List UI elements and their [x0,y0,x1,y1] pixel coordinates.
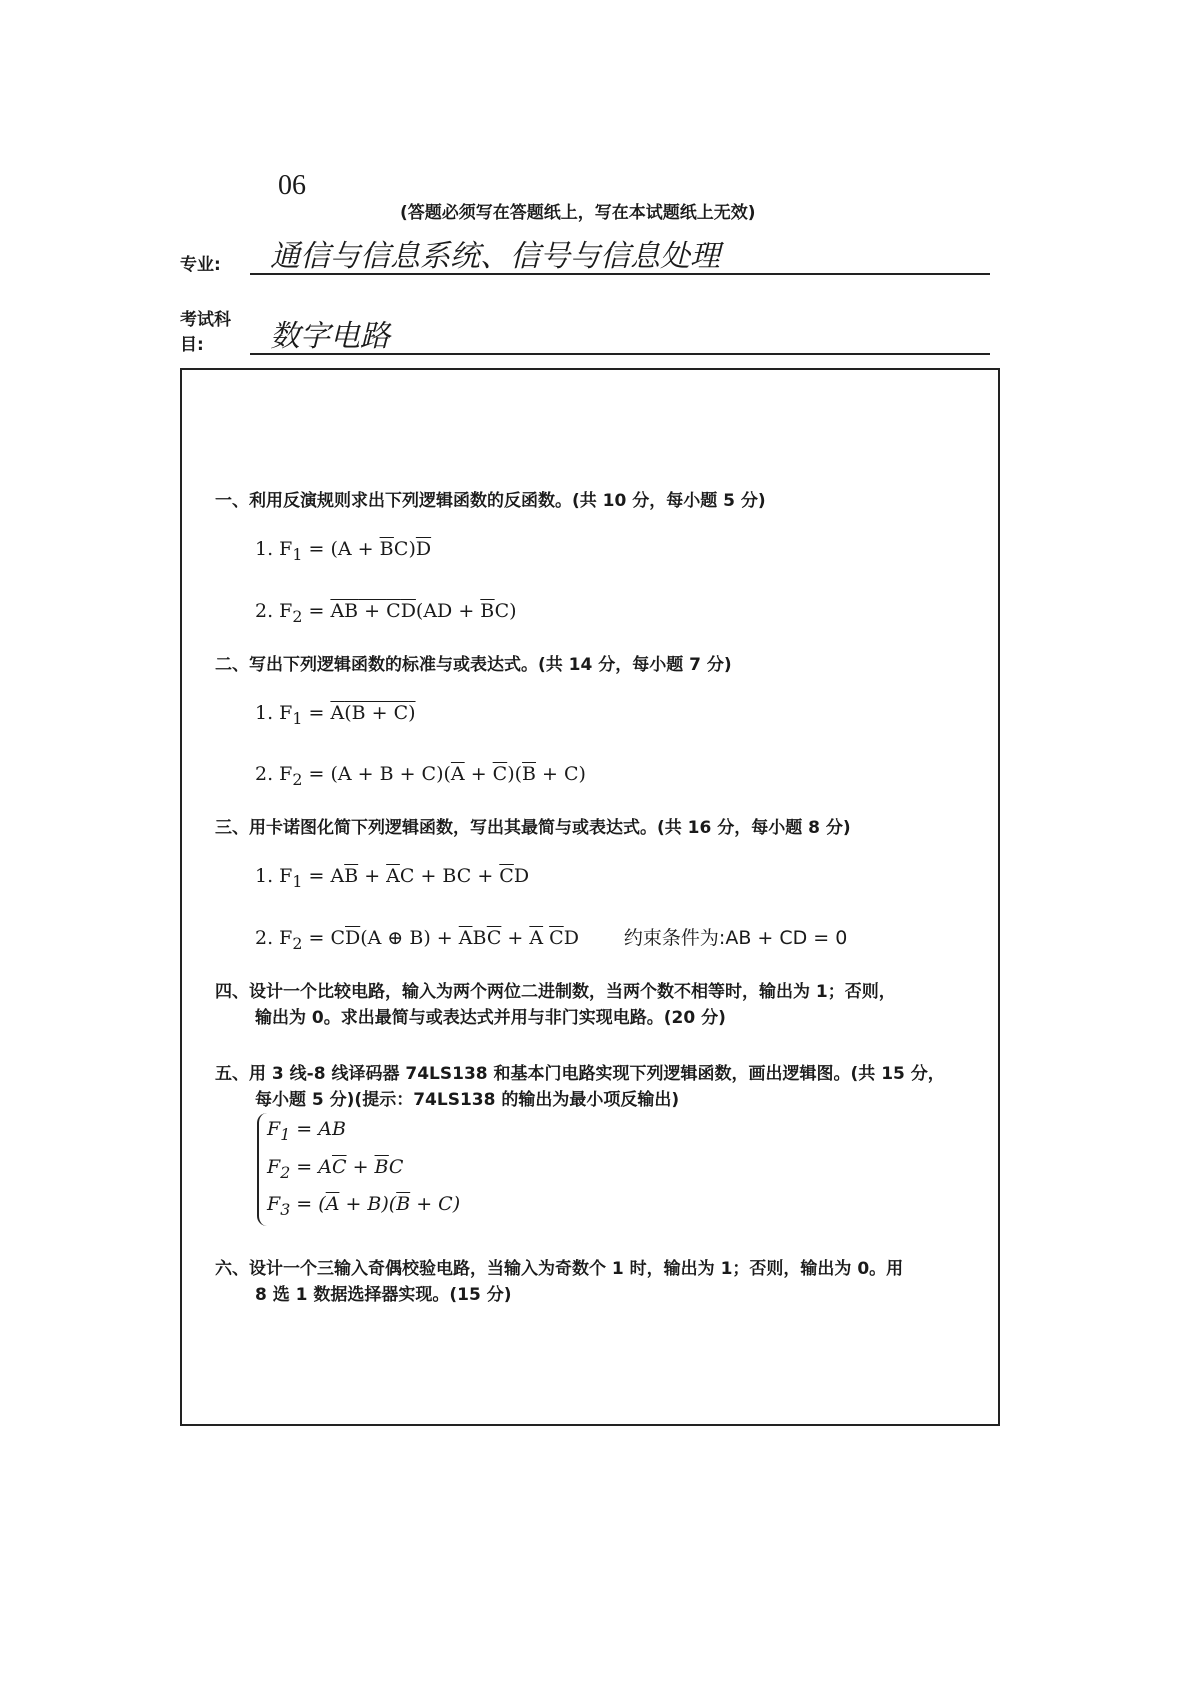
question-2-formula-1: 1. $F_1 = A(B + C)$ [255,701,416,728]
question-4 [215,979,985,1031]
question-2-title: 二、写出下列逻辑函数的标准与或表达式。(共 14 分，每小题 7 分) [215,654,732,675]
sub-number: 2. [255,926,274,949]
question-5-line-2: 每小题 5 分)(提示：74LS138 的输出为最小项反输出) [255,1089,680,1110]
question-4-line-2: 输出为 0。求出最简与或表达式并用与非门实现电路。(20 分) [255,1007,726,1028]
subject-label: 考试科目: [180,310,231,355]
question-5-line-1: 五、用 3 线-8 线译码器 74LS138 和基本门电路实现下列逻辑函数，画出逻辑图。(共 15 分， [215,1063,945,1084]
question-6-line-2: 8 选 1 数据选择器实现。(15 分) [255,1285,512,1306]
question-5 [215,1061,985,1226]
function-f1: $F_1$ = AB [267,1117,346,1144]
page-code: 06 [278,170,306,201]
question-list [215,488,985,1308]
constraint-condition: 约束条件为:AB + CD = 0 [623,926,848,949]
function-f3: $F_3 = (\overline{A} + B)(\overline{B} + C)$ [267,1193,461,1220]
question-1 [215,488,985,630]
question-6-line-1: 六、设计一个三输入奇偶校验电路，当输入为奇数个 1 时，输出为 1；否则，输出为 0。用 [215,1259,904,1280]
question-2 [215,652,985,794]
question-1-formula-1: 1. $F_1 = (A + \overline{B}C)\overline{D}$ [255,538,432,564]
question-1-formula-2: 2. $F_2$ = AB + $CD(AD + \overline{B}C)$ [255,599,517,626]
sub-number: 2. [255,763,274,786]
sub-number: 1. [255,701,274,724]
sub-number: 2. [255,599,274,622]
subject-field [180,305,990,355]
question-1-title: 一、利用反演规则求出下列逻辑函数的反函数。(共 10 分，每小题 5 分) [215,491,766,511]
question-3-title: 三、用卡诺图化简下列逻辑函数，写出其最简与或表达式。(共 16 分，每小题 8 分) [215,818,851,839]
question-3 [215,815,985,957]
major-value: 通信与信息系统、信号与信息处理 [250,240,990,275]
sub-number: 1. [255,538,274,560]
question-4-line-1: 四、设计一个比较电路，输入为两个两位二进制数，当两个数不相等时，输出为 1；否则， [215,981,896,1002]
question-6 [215,1256,985,1308]
sub-number: 1. [255,865,274,888]
question-3-formula-1: 1. $F_1 = A\overline{B} + \overline{A}C$ + BC + $\overline{C}D$ [255,865,530,891]
question-2-formula-2: 2. $F_2 = (A + B + C)(\overline{A} + \overline{C})(\overline{B} + C)$ [255,763,586,790]
major-label: 专业: [180,255,221,275]
answer-sheet-notice: (答题必须写在答题纸上，写在本试题纸上无效) [400,203,756,223]
function-f2: $F_2 = A\overline{C} + \overline{B}C$ [267,1155,404,1182]
major-field [180,240,990,275]
function-system [257,1113,487,1226]
question-3-formula-2: 2. $F_2 = C\overline{D}(A$ ⊕ $B) + \overline{A}B\overline{C} + \overline{A}$ $\overline{C}D$ 约束条件为:AB + CD = 0 [255,926,848,953]
subject-value: 数字电路 [250,320,990,355]
